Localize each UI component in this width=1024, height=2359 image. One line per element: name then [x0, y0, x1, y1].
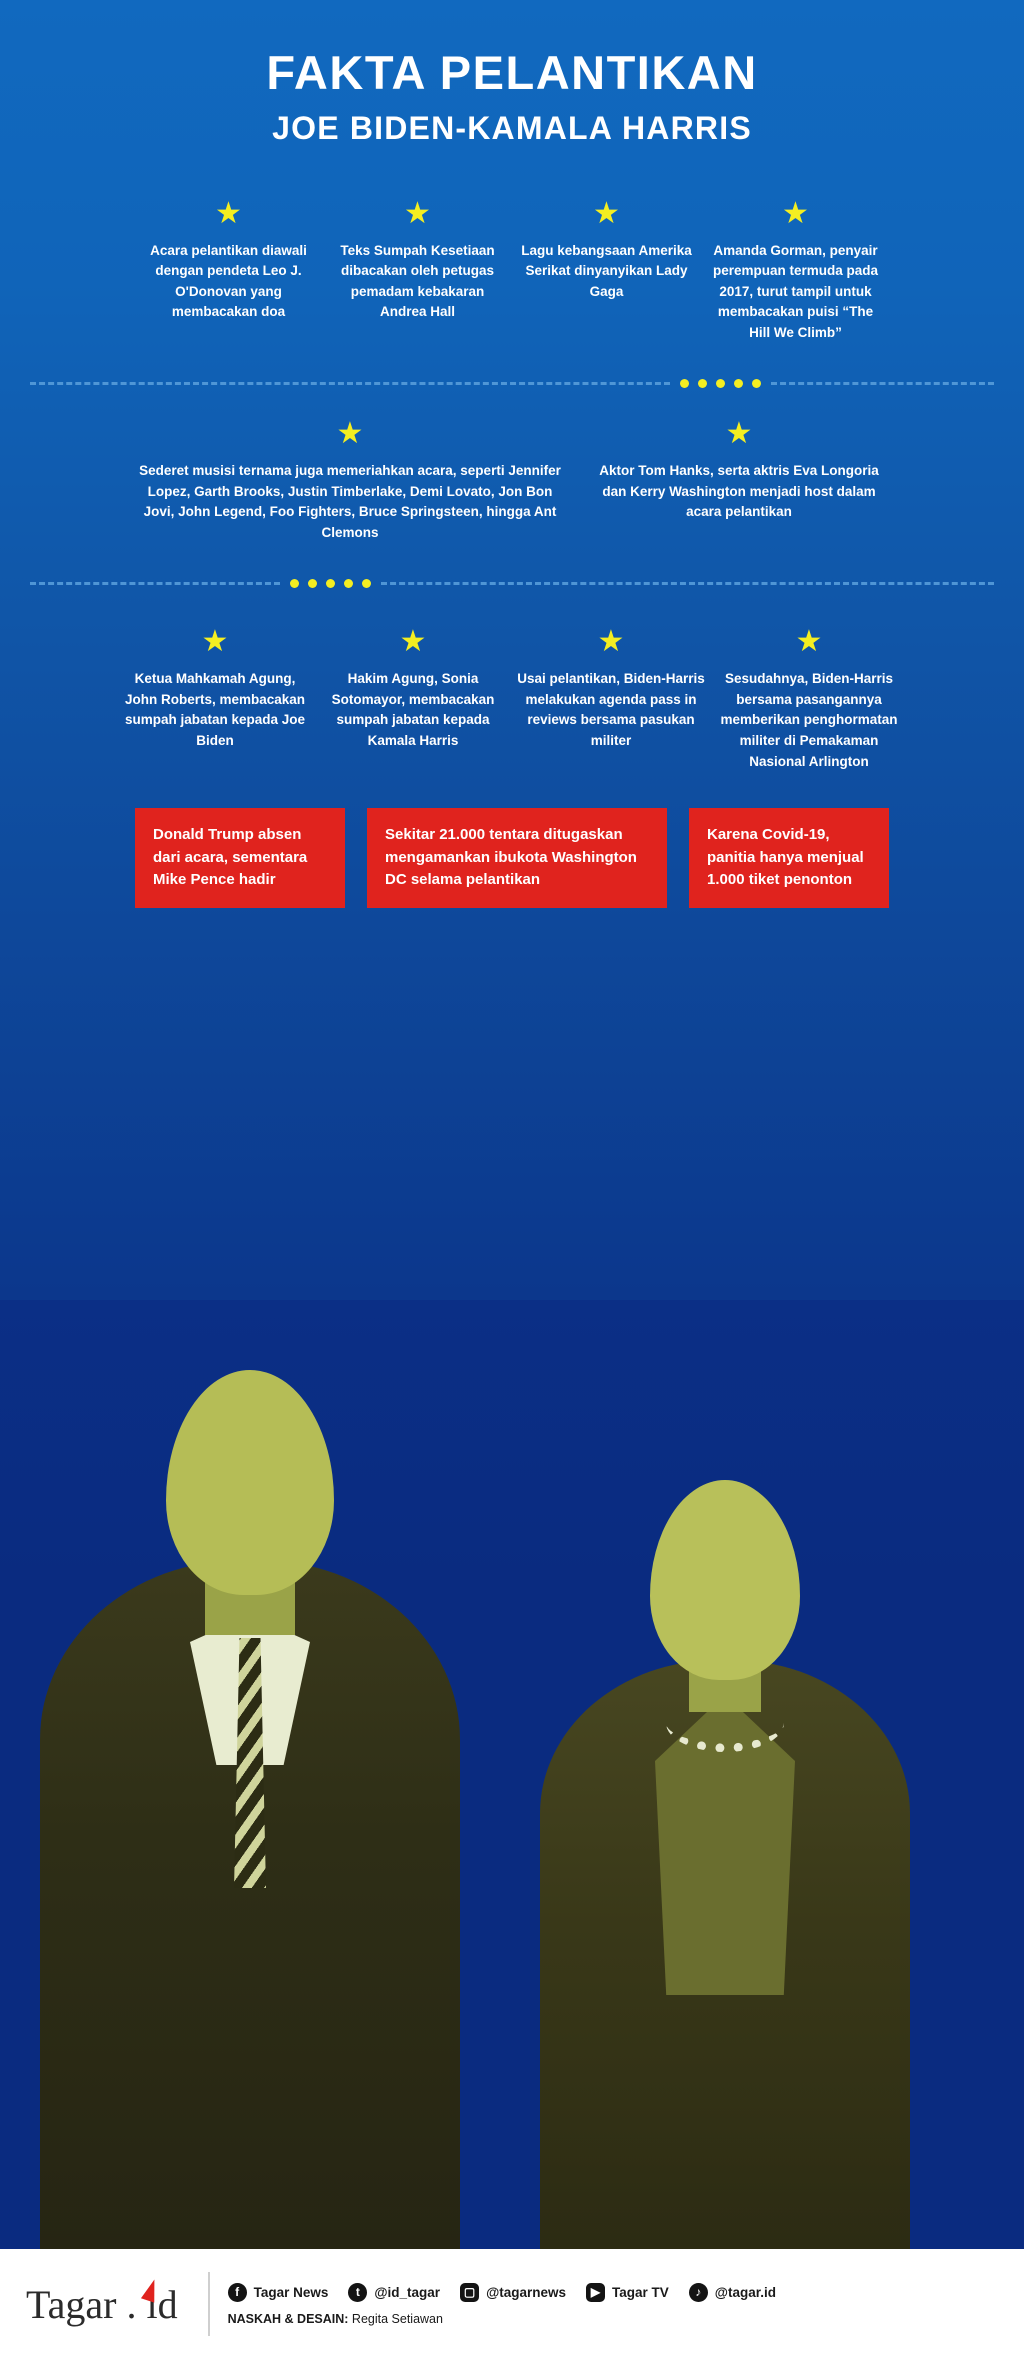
star-icon: ★ — [593, 196, 620, 230]
fact-text: Teks Sumpah Kesetiaan dibacakan oleh petugas pemadam kebakaran Andrea Hall — [340, 242, 495, 320]
dot-group — [680, 379, 761, 388]
star-icon: ★ — [404, 196, 431, 230]
kamala-harris-figure — [540, 1480, 910, 2250]
fact-text: Sederet musisi ternama juga memeriahkan acara, seperti Jennifer Lopez, Garth Brooks, Justin Timberlake, Demi Lovato, Jon Bon Jovi, John Legend, Foo Fighters, Bruce Springsteen, hingga Ant Clemons — [139, 463, 561, 540]
star-icon: ★ — [782, 196, 809, 230]
highlight-text: Sekitar 21.000 tentara ditugaskan mengamankan ibukota Washington DC selama pelantikan — [385, 826, 637, 889]
social-link-facebook[interactable] — [228, 2283, 329, 2302]
dot — [344, 579, 353, 588]
social-link-youtube[interactable] — [586, 2283, 669, 2302]
facts-row-2 — [0, 419, 1024, 543]
dot — [290, 579, 299, 588]
fact-item — [135, 419, 565, 543]
dot — [362, 579, 371, 588]
fact-text: Aktor Tom Hanks, serta aktris Eva Longoria dan Kerry Washington menjadi host dalam acara pelantikan — [599, 463, 879, 520]
footer-divider — [208, 2272, 210, 2336]
title-line-1: FAKTA PELANTIKAN — [266, 46, 758, 99]
dot-group — [290, 579, 371, 588]
social-label: Tagar News — [253, 2284, 329, 2300]
poster-title — [0, 0, 1024, 147]
fact-item — [519, 196, 694, 303]
twitter-icon: t — [348, 2283, 367, 2302]
dot — [752, 379, 761, 388]
star-icon: ★ — [336, 417, 364, 451]
facts-row-1 — [0, 196, 1024, 344]
dot — [716, 379, 725, 388]
dashed-line — [771, 382, 994, 385]
credit-label: NASKAH & DESAIN: — [227, 2311, 349, 2326]
social-link-twitter[interactable] — [348, 2283, 440, 2302]
dot — [308, 579, 317, 588]
youtube-icon: ▶ — [586, 2283, 605, 2302]
footer-bar — [0, 2249, 1024, 2359]
social-label: @tagar.id — [714, 2284, 776, 2300]
title-line-2: JOE BIDEN-KAMALA HARRIS — [272, 109, 752, 146]
photo-section — [0, 1300, 1024, 2250]
tagar-logo[interactable] — [26, 2281, 204, 2328]
harris-head — [650, 1480, 800, 1680]
biden-head — [166, 1370, 334, 1595]
highlight-box — [135, 808, 345, 908]
fact-text: Sesudahnya, Biden-Harris bersama pasangannya memberikan penghormatan militer di Pemakaman Nasional Arlington — [720, 671, 898, 769]
fact-item — [589, 419, 889, 523]
dot — [326, 579, 335, 588]
harris-necklace — [666, 1694, 784, 1752]
fact-text: Lagu kebangsaan Amerika Serikat dinyanyikan Lady Gaga — [521, 242, 692, 299]
fact-item — [121, 627, 309, 751]
star-icon: ★ — [215, 196, 242, 230]
fact-item — [708, 196, 883, 344]
fact-text: Hakim Agung, Sonia Sotomayor, membacakan sumpah jabatan kepada Kamala Harris — [331, 671, 495, 748]
fact-text: Acara pelantikan diawali dengan pendeta Leo J. O'Donovan yang membacakan doa — [150, 242, 307, 320]
highlight-box — [367, 808, 667, 908]
dot — [680, 379, 689, 388]
dashed-line — [30, 582, 280, 585]
social-label: @id_tagar — [374, 2284, 441, 2300]
fact-item — [517, 627, 705, 751]
fact-text: Ketua Mahkamah Agung, John Roberts, membacakan sumpah jabatan kepada Joe Biden — [124, 671, 306, 748]
dashed-line — [381, 582, 994, 585]
star-icon: ★ — [201, 625, 229, 659]
fact-item — [330, 196, 505, 323]
divider-2 — [30, 569, 994, 597]
fact-text: Amanda Gorman, penyair perempuan termuda pada 2017, turut tampil untuk membacakan puisi “The Hill We Climb” — [712, 242, 879, 340]
fact-item — [319, 627, 507, 751]
tiktok-icon: ♪ — [689, 2283, 708, 2302]
social-label: Tagar TV — [612, 2284, 669, 2300]
credit-line — [228, 2312, 776, 2326]
facts-row-3 — [0, 627, 1024, 772]
logo-text: Tagar . id — [26, 2281, 178, 2327]
footer-content — [228, 2283, 776, 2326]
divider-1 — [30, 369, 994, 397]
dot — [734, 379, 743, 388]
star-icon: ★ — [597, 625, 625, 659]
dot — [698, 379, 707, 388]
credit-name: Regita Setiawan — [351, 2311, 443, 2326]
highlight-box — [689, 808, 889, 908]
fact-text: Usai pelantikan, Biden-Harris melakukan agenda pass in reviews bersama pasukan militer — [517, 671, 705, 748]
social-link-instagram[interactable] — [460, 2283, 566, 2302]
dashed-line — [30, 382, 670, 385]
star-icon: ★ — [725, 417, 753, 451]
social-links — [228, 2283, 776, 2302]
fact-item — [141, 196, 316, 323]
highlight-boxes — [0, 808, 1024, 908]
social-link-tiktok[interactable] — [689, 2283, 776, 2302]
star-icon: ★ — [795, 625, 823, 659]
fact-item — [715, 627, 903, 772]
facebook-icon: f — [228, 2283, 247, 2302]
highlight-text: Karena Covid-19, panitia hanya menjual 1.000 tiket penonton — [707, 826, 864, 889]
highlight-text: Donald Trump absen dari acara, sementara Mike Pence hadir — [153, 826, 308, 889]
social-label: @tagarnews — [486, 2284, 567, 2300]
joe-biden-figure — [40, 1370, 460, 2250]
star-icon: ★ — [399, 625, 427, 659]
instagram-icon: ▢ — [460, 2283, 479, 2302]
